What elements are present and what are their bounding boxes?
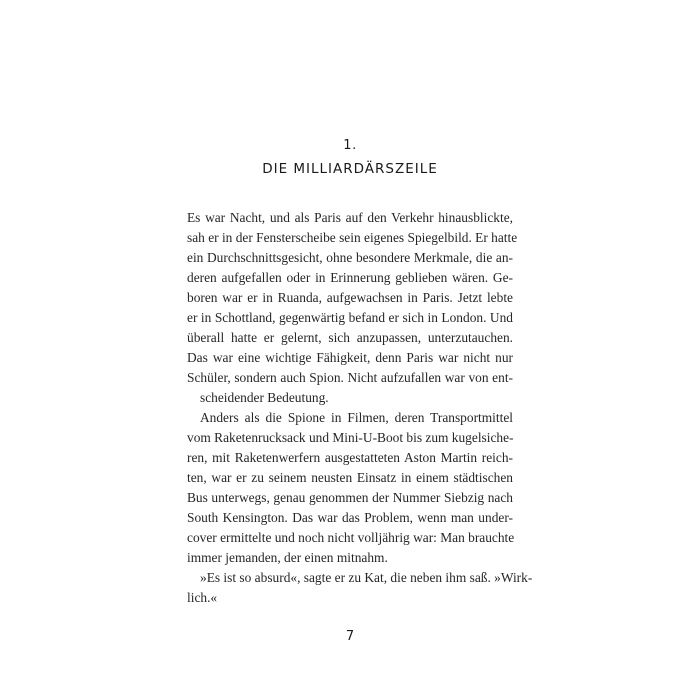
page-number: 7: [345, 629, 355, 644]
text-line: er in Schottland, gegenwärtig befand er sich in London. Und: [187, 310, 513, 325]
text-line: Das war eine wichtige Fähigkeit, denn Paris war nicht nur: [187, 350, 513, 365]
text-line: Es war Nacht, und als Paris auf den Verkehr hinausblickte,: [187, 210, 513, 225]
text-line: vom Raketenrucksack und Mini-U-Boot bis zum kugelsiche-: [187, 430, 514, 445]
text-line: lich.«: [187, 590, 218, 605]
text-line: immer jemanden, der einen mitnahm.: [187, 550, 388, 565]
text-line: deren aufgefallen oder in Erinnerung geblieben wären. Ge-: [187, 270, 513, 285]
chapter-number: 1.: [343, 138, 357, 153]
text-line: scheidender Bedeutung.: [200, 390, 329, 405]
body-text: [187, 208, 533, 608]
text-line: Schüler, sondern auch Spion. Nicht aufzufallen war von ent-: [187, 370, 513, 385]
text-line: sah er in der Fensterscheibe sein eigenes Spiegelbild. Er hatte: [187, 230, 518, 245]
text-line: Bus unterwegs, genau genommen der Nummer Siebzig nach: [187, 490, 513, 505]
text-line: ren, mit Raketenwerfern ausgestatteten Aston Martin reich-: [187, 450, 513, 465]
text-line: South Kensington. Das war das Problem, wenn man under-: [187, 510, 513, 525]
text-line: cover ermittelte und noch nicht volljährig war: Man brauchte: [187, 530, 515, 545]
text-line: überall hatte er gelernt, sich anzupassen, unterzutauchen.: [187, 330, 513, 345]
text-line: »Es ist so absurd«, sagte er zu Kat, die neben ihm saß. »Wirk-: [200, 570, 533, 585]
text-line: boren war er in Ruanda, aufgewachsen in Paris. Jetzt lebte: [187, 290, 513, 305]
text-line: ten, war er zu seinem neusten Einsatz in einem städtischen: [187, 470, 513, 485]
chapter-title: DIE MILLIARDÄRSZEILE: [262, 161, 438, 177]
text-line: ein Durchschnittsgesicht, ohne besondere Merkmale, die an-: [187, 250, 513, 265]
text-line: Anders als die Spione in Filmen, deren Transportmittel: [200, 410, 513, 425]
